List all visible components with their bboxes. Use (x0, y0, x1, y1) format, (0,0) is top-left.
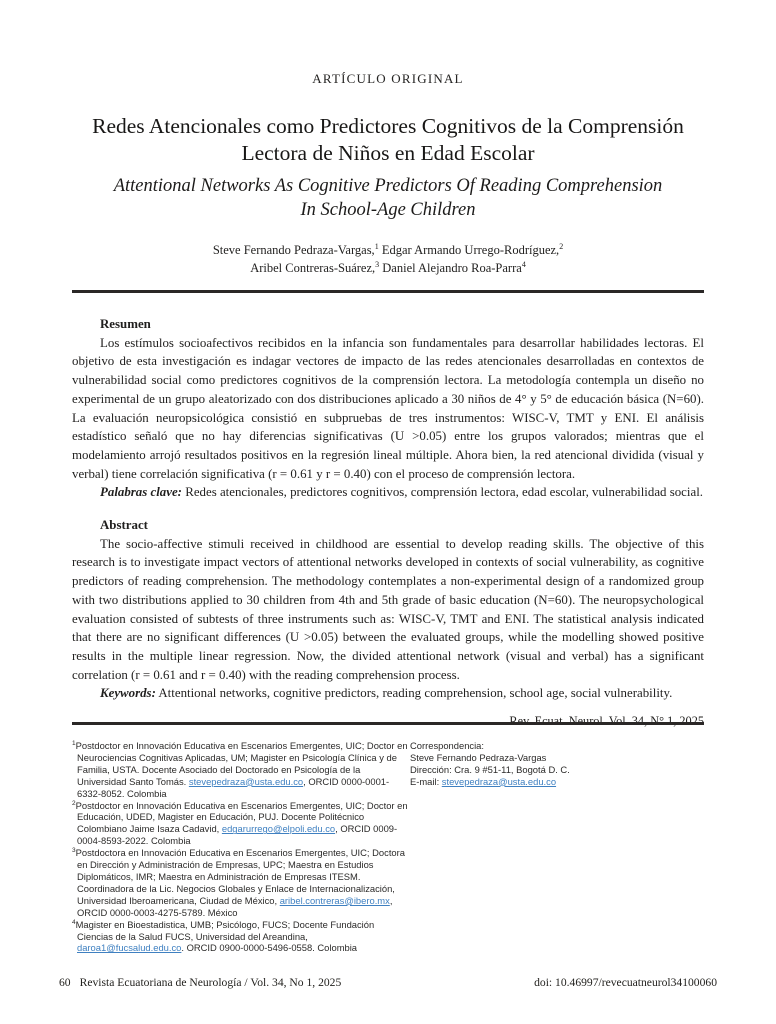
footnote-4: $^4$Magister en Bioestadistica, UMB; Psicólogo, FUCS; Docente Fundación Ciencias de la Salud FUCS, Universidad del Areandina, daroa1@fucsalud.edu.co. ORCID 0900-0000-5496-0558. Colombia (72, 918, 375, 954)
title-line: Lectora de Niños en Edad Escolar (241, 141, 535, 165)
divider-bottom-rule (72, 722, 704, 725)
keywords-line (72, 684, 704, 703)
abstract-paragraph: The socio-affective stimuli received in childhood are essential to develop reading skills. The objective of this research is to investigate impact vectors of attentional networks developed in contexts of social vulnerability, as cognitive predictors of reading comprehension. The methodology contemplates a non-experimental design of a randomized group with two distributions applied to 30 children from 4th and 5th grade of basic education (N=60). The neuropsychological evaluation consisted of subtests of three instruments such as: WISC-V, TMT and ENI. The statistical analysis indicated that there are no significant differences (U >0.05) between the evaluated groups, while the modelling showed positive results in the multiple linear regression. Now, the divided attentional network (visual and verbal) has a significant correlation (r = 0.61 and r = 0.40) with the reading comprehension process. (72, 536, 704, 682)
correspondence-block (410, 740, 700, 788)
email-link[interactable]: daroa1@fucsalud.edu.co (77, 942, 182, 954)
palabras-clave-label: Palabras clave: (100, 485, 182, 500)
correspondence-email-label: E-mail: (410, 775, 442, 787)
footnote-2: $^2$Postdoctor en Innovación Educativa en Escenarios Emergentes, UIC; Doctor en Educación, UDED, Magister en Educación, PUJ. Docente Politécnico Colombiano Jaime Isaza Cadavid, edgarurrego@elpoli.edu.co, ORCID 0009-0004-8593-2022. Colombia (72, 799, 408, 847)
correspondence-email-link[interactable]: stevepedraza@usta.edu.co (441, 775, 557, 787)
correspondence-address: Dirección: Cra. 9 #51-11, Bogotá D. C. (410, 763, 570, 775)
email-link[interactable]: stevepedraza@usta.edu.co (188, 775, 304, 787)
footnote-3: $^3$Postdoctora en Innovación Educativa en Escenarios Emergentes, UIC; Doctora en Dirección y Administración de Empresas, UPC; Maestra en Estudios Diplomáticos, IMR; Maestra en Administración de Empresas ITESM. Coordinadora de la Lic. Negocios Globales y Enlace de Internacionalización, Universidad Iberoamericana, Ciudad de México, aribel.contreras@ibero.mx, ORCID 0000-0003-4275-5789. México (72, 847, 405, 918)
author-affiliation-sup: 4 (521, 259, 526, 269)
footnote-marker: 4 (72, 918, 76, 926)
article-type-kicker: ARTÍCULO ORIGINAL (312, 71, 464, 86)
title-english (40, 174, 736, 222)
title-line: In School-Age Children (300, 200, 476, 220)
authors-row: Steve Fernando Pedraza-Vargas,$^1$ Edgar Armando Urrego-Rodríguez,$^2$ (212, 241, 564, 257)
email-link[interactable]: aribel.contreras@ibero.mx (279, 894, 390, 906)
author-affiliation-sup: 1 (374, 241, 379, 251)
correspondence-title: Correspondencia: (410, 740, 485, 751)
resumen-heading: Resumen (100, 317, 151, 331)
correspondence-name: Steve Fernando Pedraza-Vargas (410, 751, 547, 763)
resumen-paragraph: Los estímulos socioafectivos recibidos en la infancia son fundamentales para desarrollar habilidades lectoras. El objetivo de esta investigación es indagar vectores de impacto de las redes atencionales desarrolladas en contextos de vulnerabilidad social como predictores cognitivos de la comprensión lectora. La metodología contempla un diseño no experimental de un grupo aleatorizado con dos distribuciones aplicado a 30 niños de 4° y 5° de educación básica (N=60). La evaluación neuropsicológica consistió en subpruebas de tres instrumentos: WISC-V, TMT y ENI. El análisis estadístico señaló que no hay diferencias significativas (U >0.05) entre los grupos valorados; mientras que el modelamiento arrojó resultados positivos en la regresión lineal múltiple. Ahora bien, la red atencional dividida (visual y verbal) tiene correlación significativa (r = 0.61 y r = 0.40) con el proceso de comprensión lectora. (72, 335, 704, 481)
author-affiliation-sup: 3 (375, 259, 380, 269)
footnote-marker: 1 (72, 739, 76, 747)
palabras-clave-text: Redes atencionales, predictores cognitivos, comprensión lectora, edad escolar, vulnerabilidad social. (185, 485, 704, 500)
author-affiliation-sup: 2 (559, 241, 564, 251)
title-line: Redes Atencionales como Predictores Cognitivos de la Comprensión (92, 114, 684, 138)
keywords-label: Keywords: (100, 686, 156, 701)
palabras-clave-line (72, 483, 704, 502)
correspondence-email-line (410, 776, 700, 788)
footnote-marker: 2 (72, 799, 76, 807)
title-spanish (40, 113, 736, 167)
footnote-marker: 3 (72, 847, 76, 855)
email-link[interactable]: edgarurrego@elpoli.edu.co (221, 823, 336, 835)
page-number: 60 (59, 976, 71, 989)
authors-row: Aribel Contreras-Suárez,$^3$ Daniel Alejandro Roa-Parra$^4$ (250, 259, 526, 275)
divider-top-rule (72, 290, 704, 293)
footer-journal-line: Revista Ecuatoriana de Neurología / Vol. 34, No 1, 2025 (79, 976, 342, 989)
abstract-heading: Abstract (100, 518, 148, 533)
footer-left (59, 976, 341, 989)
footnote-1: $^1$Postdoctor en Innovación Educativa en Escenarios Emergentes, UIC; Doctor en Neurociencias Cognitivas Aplicadas, UM; Magister en Psicología Clínica y de Familia, USTA. Docente Asociado del Doctorado en Psicología de la Universidad Santo Tomás. stevepedraza@usta.edu.co, ORCID 0000-0001-6332-8052. Colombia (72, 739, 408, 799)
keywords-text: Attentional networks, cognitive predictors, reading comprehension, school age, social vulnerability. (158, 686, 673, 701)
authors-line (40, 241, 736, 277)
footnotes-column (72, 740, 408, 954)
footer-doi: doi: 10.46997/revecuatneurol34100060 (534, 976, 717, 989)
abstracts-block (72, 315, 704, 731)
title-line: Attentional Networks As Cognitive Predictors Of Reading Comprehension (113, 176, 663, 196)
page-footer (59, 976, 717, 989)
